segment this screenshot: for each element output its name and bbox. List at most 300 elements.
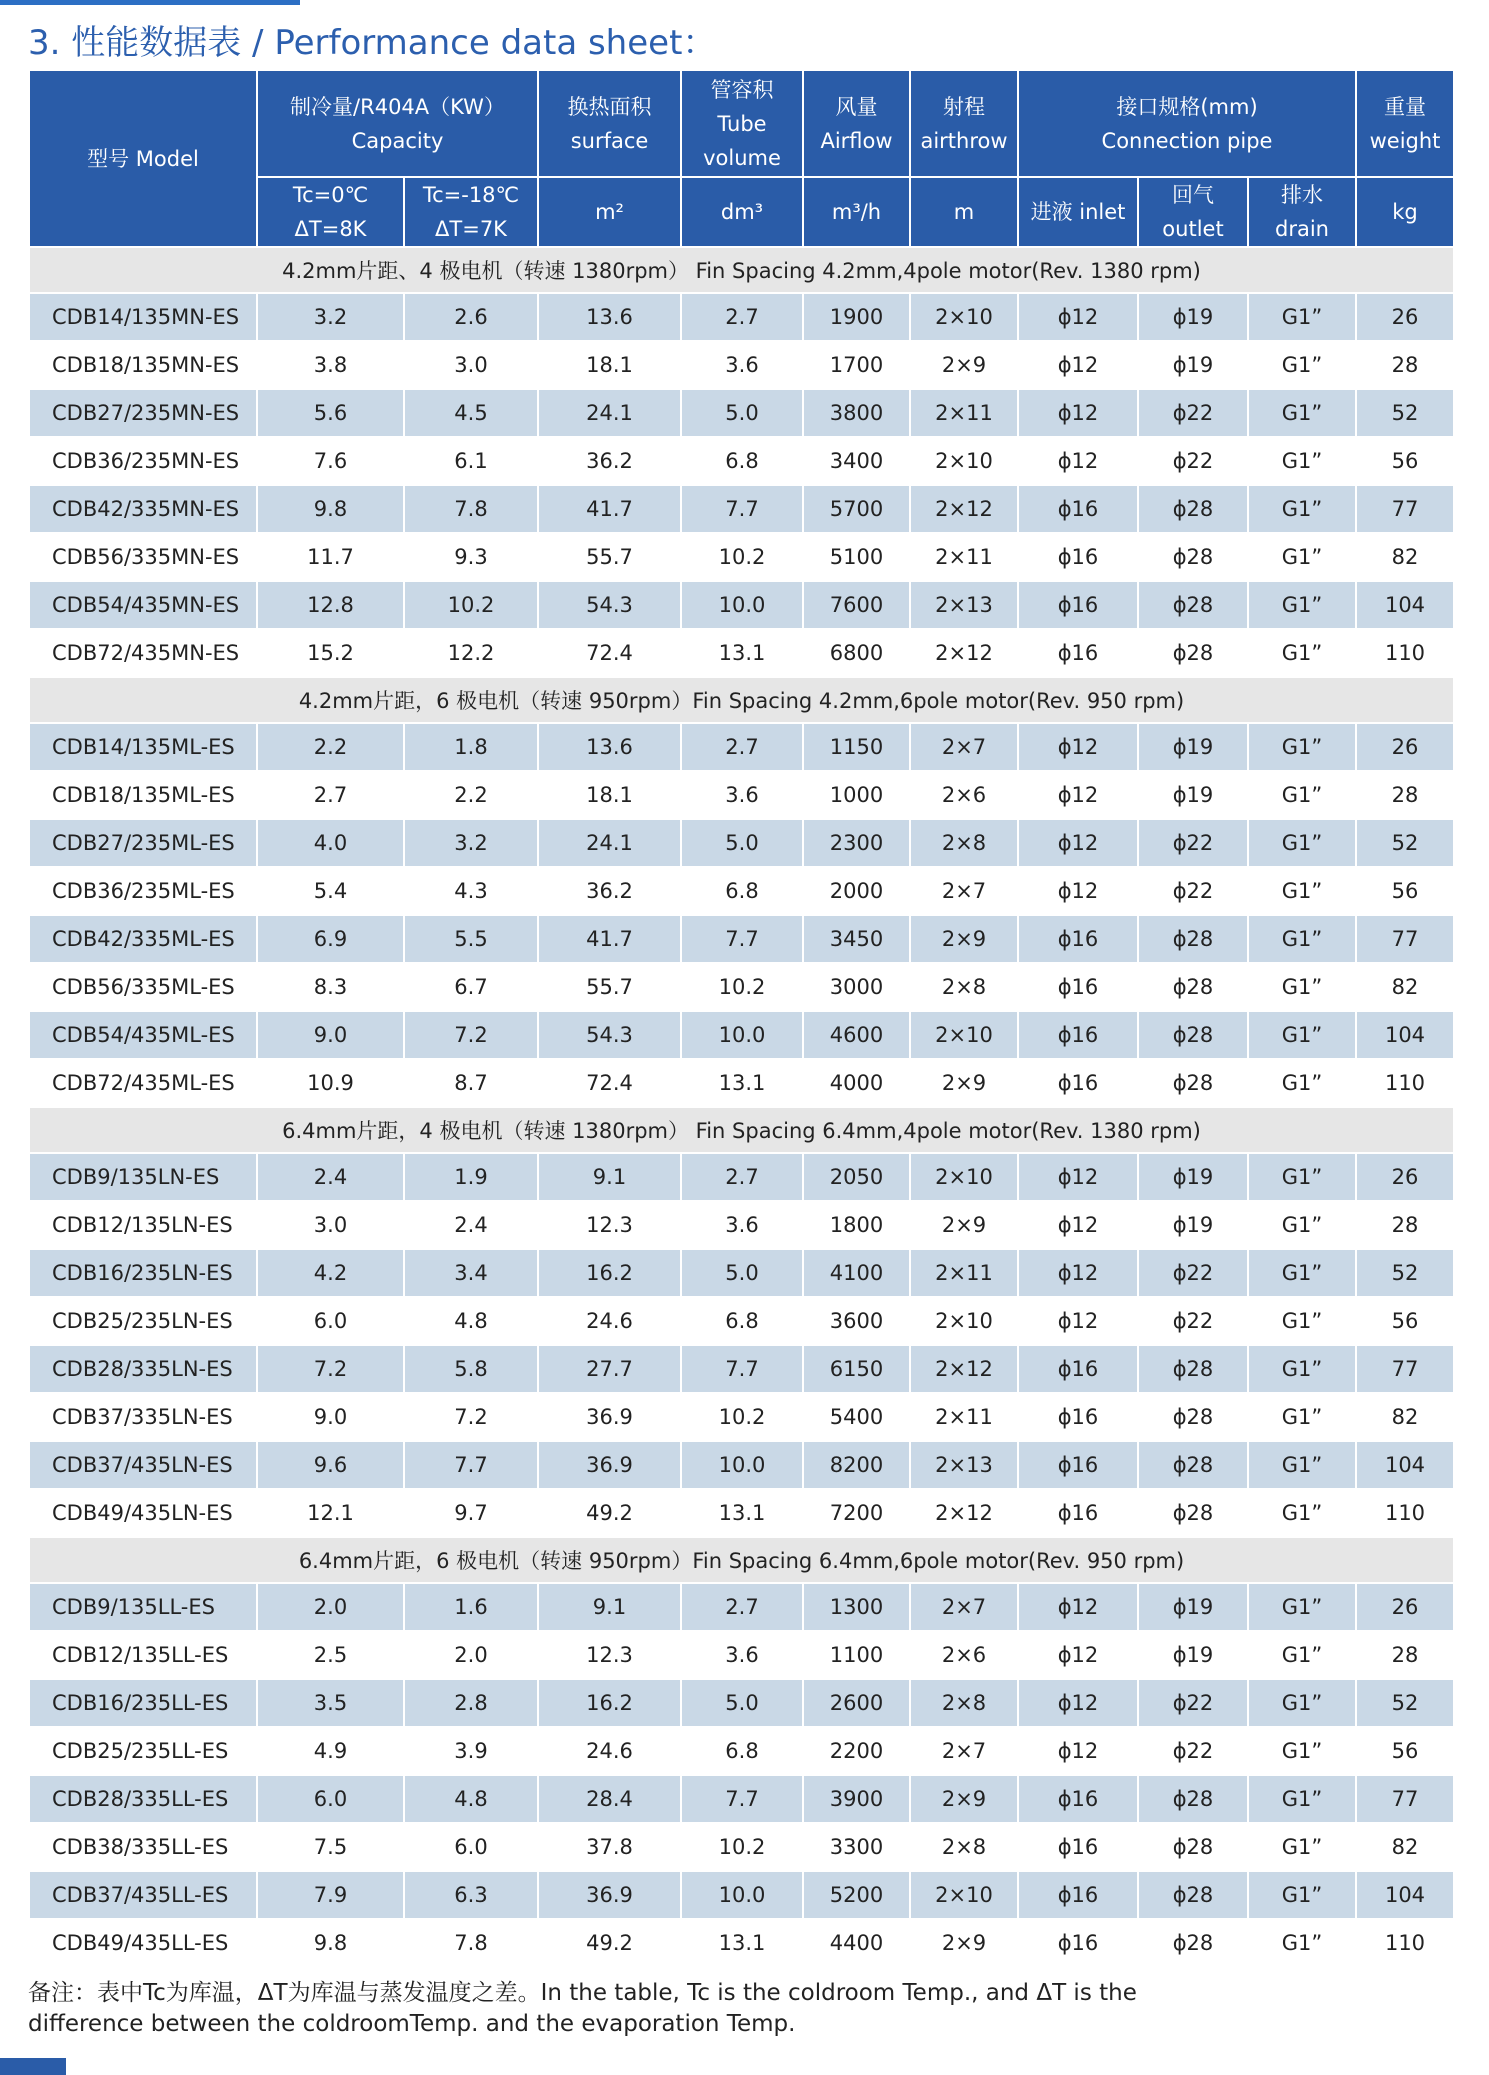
table-cell: ϕ19 bbox=[1138, 1153, 1248, 1201]
table-cell: 1.9 bbox=[404, 1153, 538, 1201]
table-cell: 3000 bbox=[803, 963, 910, 1011]
table-cell: 13.1 bbox=[681, 1059, 803, 1107]
table-cell: 82 bbox=[1356, 1393, 1454, 1441]
model-cell: CDB28/335LL-ES bbox=[29, 1775, 257, 1823]
table-row bbox=[29, 1775, 1454, 1823]
table-cell: 37.8 bbox=[538, 1823, 681, 1871]
table-cell: 1000 bbox=[803, 771, 910, 819]
table-cell: 2×11 bbox=[910, 533, 1018, 581]
table-row bbox=[29, 1489, 1454, 1537]
table-cell: 3900 bbox=[803, 1775, 910, 1823]
table-cell: ϕ12 bbox=[1018, 1583, 1138, 1631]
header-inlet: 进液 inlet bbox=[1018, 177, 1138, 247]
table-cell: 2×7 bbox=[910, 1583, 1018, 1631]
table-cell: 9.0 bbox=[257, 1393, 404, 1441]
table-cell: G1” bbox=[1248, 341, 1356, 389]
table-cell: 6150 bbox=[803, 1345, 910, 1393]
section-label: 4.2mm片距、4 极电机（转速 1380rpm） Fin Spacing 4.2mm,4pole motor(Rev. 1380 rpm) bbox=[29, 247, 1454, 293]
table-cell: 72.4 bbox=[538, 1059, 681, 1107]
table-cell: 2×9 bbox=[910, 341, 1018, 389]
model-cell: CDB37/435LN-ES bbox=[29, 1441, 257, 1489]
table-cell: G1” bbox=[1248, 437, 1356, 485]
table-cell: 4.3 bbox=[404, 867, 538, 915]
table-cell: G1” bbox=[1248, 581, 1356, 629]
table-row bbox=[29, 629, 1454, 677]
table-cell: 2.4 bbox=[404, 1201, 538, 1249]
table-cell: 4.9 bbox=[257, 1727, 404, 1775]
table-cell: G1” bbox=[1248, 485, 1356, 533]
table-cell: 5.4 bbox=[257, 867, 404, 915]
table-cell: ϕ28 bbox=[1138, 1393, 1248, 1441]
table-cell: 110 bbox=[1356, 1919, 1454, 1967]
table-cell: 6.0 bbox=[257, 1775, 404, 1823]
table-cell: 3.2 bbox=[257, 293, 404, 341]
table-cell: 55.7 bbox=[538, 963, 681, 1011]
table-cell: 52 bbox=[1356, 389, 1454, 437]
table-cell: 110 bbox=[1356, 1489, 1454, 1537]
table-cell: 6.7 bbox=[404, 963, 538, 1011]
table-cell: 6800 bbox=[803, 629, 910, 677]
table-cell: 24.6 bbox=[538, 1727, 681, 1775]
table-cell: 2.0 bbox=[257, 1583, 404, 1631]
table-cell: G1” bbox=[1248, 1441, 1356, 1489]
table-cell: G1” bbox=[1248, 963, 1356, 1011]
table-cell: 2.4 bbox=[257, 1153, 404, 1201]
table-cell: ϕ28 bbox=[1138, 963, 1248, 1011]
table-cell: ϕ16 bbox=[1018, 915, 1138, 963]
table-cell: ϕ28 bbox=[1138, 1441, 1248, 1489]
table-cell: 6.0 bbox=[257, 1297, 404, 1345]
table-cell: 2×7 bbox=[910, 1727, 1018, 1775]
model-cell: CDB36/235ML-ES bbox=[29, 867, 257, 915]
header-tube-volume: 管容积 Tube volume bbox=[681, 70, 803, 177]
table-cell: 41.7 bbox=[538, 915, 681, 963]
table-cell: 82 bbox=[1356, 963, 1454, 1011]
table-cell: 7.7 bbox=[681, 485, 803, 533]
model-cell: CDB56/335MN-ES bbox=[29, 533, 257, 581]
table-cell: ϕ28 bbox=[1138, 629, 1248, 677]
table-row bbox=[29, 581, 1454, 629]
table-cell: 6.8 bbox=[681, 867, 803, 915]
table-cell: 2050 bbox=[803, 1153, 910, 1201]
model-cell: CDB12/135LL-ES bbox=[29, 1631, 257, 1679]
table-cell: 6.8 bbox=[681, 437, 803, 485]
table-cell: 2×10 bbox=[910, 1297, 1018, 1345]
model-cell: CDB37/435LL-ES bbox=[29, 1871, 257, 1919]
table-cell: 36.9 bbox=[538, 1393, 681, 1441]
table-cell: 110 bbox=[1356, 1059, 1454, 1107]
table-cell: 3.0 bbox=[404, 341, 538, 389]
table-cell: 2.7 bbox=[681, 293, 803, 341]
table-cell: 2×7 bbox=[910, 723, 1018, 771]
table-cell: 16.2 bbox=[538, 1249, 681, 1297]
table-cell: 2×8 bbox=[910, 819, 1018, 867]
table-cell: 2×13 bbox=[910, 581, 1018, 629]
table-cell: 2×12 bbox=[910, 1345, 1018, 1393]
header-drain: 排水 drain bbox=[1248, 177, 1356, 247]
table-cell: 5200 bbox=[803, 1871, 910, 1919]
header-tc0: Tc=0℃ ΔT=8K bbox=[257, 177, 404, 247]
table-cell: 5.0 bbox=[681, 389, 803, 437]
table-cell: 10.0 bbox=[681, 1871, 803, 1919]
table-cell: 9.3 bbox=[404, 533, 538, 581]
table-cell: 7.7 bbox=[681, 1775, 803, 1823]
table-cell: 49.2 bbox=[538, 1489, 681, 1537]
page-title: 3. 性能数据表 / Performance data sheet： bbox=[28, 23, 717, 63]
table-cell: 24.1 bbox=[538, 819, 681, 867]
table-cell: 8200 bbox=[803, 1441, 910, 1489]
table-cell: G1” bbox=[1248, 1727, 1356, 1775]
table-cell: ϕ12 bbox=[1018, 293, 1138, 341]
table-cell: 13.1 bbox=[681, 1489, 803, 1537]
model-cell: CDB25/235LL-ES bbox=[29, 1727, 257, 1775]
table-cell: 3.5 bbox=[257, 1679, 404, 1727]
table-cell: 36.9 bbox=[538, 1441, 681, 1489]
model-cell: CDB49/435LL-ES bbox=[29, 1919, 257, 1967]
model-cell: CDB18/135ML-ES bbox=[29, 771, 257, 819]
table-cell: 9.0 bbox=[257, 1011, 404, 1059]
table-row bbox=[29, 485, 1454, 533]
table-cell: ϕ28 bbox=[1138, 533, 1248, 581]
table-cell: G1” bbox=[1248, 915, 1356, 963]
table-cell: G1” bbox=[1248, 1249, 1356, 1297]
header-connection-pipe: 接口规格(mm) Connection pipe bbox=[1018, 70, 1356, 177]
table-cell: G1” bbox=[1248, 1059, 1356, 1107]
footnote bbox=[28, 1978, 1328, 2040]
table-cell: 9.8 bbox=[257, 1919, 404, 1967]
table-cell: ϕ19 bbox=[1138, 723, 1248, 771]
section-label: 6.4mm片距，4 极电机（转速 1380rpm） Fin Spacing 6.4mm,4pole motor(Rev. 1380 rpm) bbox=[29, 1107, 1454, 1153]
table-cell: ϕ16 bbox=[1018, 1871, 1138, 1919]
table-cell: 4.8 bbox=[404, 1297, 538, 1345]
table-cell: 15.2 bbox=[257, 629, 404, 677]
table-cell: 2×11 bbox=[910, 1393, 1018, 1441]
table-cell: ϕ22 bbox=[1138, 1679, 1248, 1727]
performance-table bbox=[28, 69, 1455, 1968]
model-cell: CDB16/235LN-ES bbox=[29, 1249, 257, 1297]
table-cell: ϕ28 bbox=[1138, 1775, 1248, 1823]
table-cell: G1” bbox=[1248, 389, 1356, 437]
table-cell: ϕ12 bbox=[1018, 1679, 1138, 1727]
table-cell: 2×11 bbox=[910, 1249, 1018, 1297]
table-cell: G1” bbox=[1248, 533, 1356, 581]
table-cell: ϕ16 bbox=[1018, 1059, 1138, 1107]
table-cell: 2×9 bbox=[910, 1201, 1018, 1249]
table-cell: 3600 bbox=[803, 1297, 910, 1345]
table-cell: ϕ16 bbox=[1018, 1441, 1138, 1489]
table-cell: ϕ16 bbox=[1018, 1919, 1138, 1967]
table-cell: 72.4 bbox=[538, 629, 681, 677]
table-cell: ϕ16 bbox=[1018, 1011, 1138, 1059]
table-cell: 4.0 bbox=[257, 819, 404, 867]
header-unit-airflow: m³/h bbox=[803, 177, 910, 247]
table-cell: 49.2 bbox=[538, 1919, 681, 1967]
header-surface: 换热面积 surface bbox=[538, 70, 681, 177]
table-cell: ϕ19 bbox=[1138, 1631, 1248, 1679]
model-cell: CDB72/435ML-ES bbox=[29, 1059, 257, 1107]
model-cell: CDB9/135LL-ES bbox=[29, 1583, 257, 1631]
header-model: 型号 Model bbox=[29, 70, 257, 247]
model-cell: CDB14/135ML-ES bbox=[29, 723, 257, 771]
header-capacity: 制冷量/R404A（KW） Capacity bbox=[257, 70, 538, 177]
table-cell: 4400 bbox=[803, 1919, 910, 1967]
header-unit-throw: m bbox=[910, 177, 1018, 247]
table-cell: G1” bbox=[1248, 1489, 1356, 1537]
table-cell: 7.8 bbox=[404, 485, 538, 533]
section-label: 6.4mm片距，6 极电机（转速 950rpm）Fin Spacing 6.4mm,6pole motor(Rev. 950 rpm) bbox=[29, 1537, 1454, 1583]
table-cell: ϕ28 bbox=[1138, 1059, 1248, 1107]
table-cell: 2×12 bbox=[910, 485, 1018, 533]
table-cell: 3.6 bbox=[681, 341, 803, 389]
table-cell: 4100 bbox=[803, 1249, 910, 1297]
table-cell: 10.2 bbox=[404, 581, 538, 629]
table-cell: 28.4 bbox=[538, 1775, 681, 1823]
table-cell: 9.1 bbox=[538, 1153, 681, 1201]
table-cell: G1” bbox=[1248, 771, 1356, 819]
table-cell: ϕ19 bbox=[1138, 1583, 1248, 1631]
table-cell: 56 bbox=[1356, 1297, 1454, 1345]
table-cell: 2.8 bbox=[404, 1679, 538, 1727]
table-cell: 52 bbox=[1356, 1249, 1454, 1297]
section-header-row bbox=[29, 1107, 1454, 1153]
table-cell: ϕ16 bbox=[1018, 1823, 1138, 1871]
table-cell: 9.6 bbox=[257, 1441, 404, 1489]
table-row bbox=[29, 1441, 1454, 1489]
table-cell: 2×8 bbox=[910, 963, 1018, 1011]
page-number-tab bbox=[0, 2058, 66, 2075]
table-cell: ϕ12 bbox=[1018, 1297, 1138, 1345]
table-row bbox=[29, 819, 1454, 867]
model-cell: CDB54/435ML-ES bbox=[29, 1011, 257, 1059]
table-cell: G1” bbox=[1248, 1011, 1356, 1059]
table-cell: 3800 bbox=[803, 389, 910, 437]
model-cell: CDB16/235LL-ES bbox=[29, 1679, 257, 1727]
table-cell: 12.1 bbox=[257, 1489, 404, 1537]
table-cell: 3300 bbox=[803, 1823, 910, 1871]
table-cell: 5.0 bbox=[681, 1679, 803, 1727]
table-cell: 24.1 bbox=[538, 389, 681, 437]
table-cell: G1” bbox=[1248, 1871, 1356, 1919]
table-cell: 77 bbox=[1356, 1775, 1454, 1823]
model-cell: CDB14/135MN-ES bbox=[29, 293, 257, 341]
table-cell: 10.0 bbox=[681, 581, 803, 629]
table-cell: 10.2 bbox=[681, 963, 803, 1011]
table-row bbox=[29, 1631, 1454, 1679]
table-cell: ϕ22 bbox=[1138, 867, 1248, 915]
table-cell: 28 bbox=[1356, 1631, 1454, 1679]
table-cell: 4600 bbox=[803, 1011, 910, 1059]
table-cell: 1800 bbox=[803, 1201, 910, 1249]
header-airflow: 风量 Airflow bbox=[803, 70, 910, 177]
table-cell: 6.8 bbox=[681, 1727, 803, 1775]
table-cell: 16.2 bbox=[538, 1679, 681, 1727]
model-cell: CDB36/235MN-ES bbox=[29, 437, 257, 485]
table-cell: G1” bbox=[1248, 723, 1356, 771]
table-cell: 11.7 bbox=[257, 533, 404, 581]
table-cell: 1700 bbox=[803, 341, 910, 389]
table-row bbox=[29, 1583, 1454, 1631]
table-cell: 2×7 bbox=[910, 867, 1018, 915]
table-row bbox=[29, 963, 1454, 1011]
table-cell: 8.7 bbox=[404, 1059, 538, 1107]
table-cell: G1” bbox=[1248, 1823, 1356, 1871]
table-cell: 104 bbox=[1356, 581, 1454, 629]
table-cell: 13.1 bbox=[681, 629, 803, 677]
table-cell: 2×9 bbox=[910, 915, 1018, 963]
model-cell: CDB72/435MN-ES bbox=[29, 629, 257, 677]
table-cell: 12.8 bbox=[257, 581, 404, 629]
table-cell: 36.9 bbox=[538, 1871, 681, 1919]
header-tc-18: Tc=-18℃ ΔT=7K bbox=[404, 177, 538, 247]
table-cell: G1” bbox=[1248, 1345, 1356, 1393]
table-cell: 82 bbox=[1356, 533, 1454, 581]
table-row bbox=[29, 1679, 1454, 1727]
table-row bbox=[29, 1249, 1454, 1297]
table-row bbox=[29, 1201, 1454, 1249]
header-weight: 重量 weight bbox=[1356, 70, 1454, 177]
table-cell: 77 bbox=[1356, 485, 1454, 533]
table-cell: ϕ16 bbox=[1018, 533, 1138, 581]
table-cell: 2×10 bbox=[910, 1011, 1018, 1059]
table-cell: 24.6 bbox=[538, 1297, 681, 1345]
table-cell: 55.7 bbox=[538, 533, 681, 581]
table-cell: 2×12 bbox=[910, 1489, 1018, 1537]
table-cell: 9.1 bbox=[538, 1583, 681, 1631]
table-cell: G1” bbox=[1248, 1297, 1356, 1345]
table-cell: 2×9 bbox=[910, 1775, 1018, 1823]
table-cell: ϕ12 bbox=[1018, 389, 1138, 437]
table-cell: 6.1 bbox=[404, 437, 538, 485]
table-cell: 54.3 bbox=[538, 581, 681, 629]
table-cell: 2×9 bbox=[910, 1059, 1018, 1107]
table-cell: ϕ12 bbox=[1018, 1249, 1138, 1297]
table-cell: 1.6 bbox=[404, 1583, 538, 1631]
table-cell: G1” bbox=[1248, 1201, 1356, 1249]
table-cell: 5.6 bbox=[257, 389, 404, 437]
table-cell: 10.0 bbox=[681, 1011, 803, 1059]
section-header-row bbox=[29, 247, 1454, 293]
table-cell: ϕ28 bbox=[1138, 1871, 1248, 1919]
table-cell: 13.6 bbox=[538, 293, 681, 341]
table-cell: ϕ16 bbox=[1018, 963, 1138, 1011]
table-cell: G1” bbox=[1248, 1583, 1356, 1631]
table-cell: ϕ12 bbox=[1018, 1631, 1138, 1679]
table-cell: 2200 bbox=[803, 1727, 910, 1775]
table-cell: 2.5 bbox=[257, 1631, 404, 1679]
table-cell: 7600 bbox=[803, 581, 910, 629]
table-cell: G1” bbox=[1248, 1153, 1356, 1201]
table-row bbox=[29, 915, 1454, 963]
table-header bbox=[29, 70, 1454, 247]
table-row bbox=[29, 723, 1454, 771]
table-cell: 52 bbox=[1356, 1679, 1454, 1727]
table-cell: 12.3 bbox=[538, 1631, 681, 1679]
table-row bbox=[29, 1823, 1454, 1871]
table-cell: ϕ22 bbox=[1138, 437, 1248, 485]
table-cell: 5.8 bbox=[404, 1345, 538, 1393]
table-row bbox=[29, 1727, 1454, 1775]
table-cell: G1” bbox=[1248, 1679, 1356, 1727]
table-cell: 3.6 bbox=[681, 1631, 803, 1679]
table-cell: ϕ16 bbox=[1018, 581, 1138, 629]
table-cell: 7.6 bbox=[257, 437, 404, 485]
model-cell: CDB38/335LL-ES bbox=[29, 1823, 257, 1871]
table-cell: 36.2 bbox=[538, 867, 681, 915]
table-cell: ϕ16 bbox=[1018, 1775, 1138, 1823]
table-cell: ϕ28 bbox=[1138, 1011, 1248, 1059]
model-cell: CDB56/335ML-ES bbox=[29, 963, 257, 1011]
table-cell: 5.0 bbox=[681, 1249, 803, 1297]
header-unit-tube: dm³ bbox=[681, 177, 803, 247]
table-cell: 4.8 bbox=[404, 1775, 538, 1823]
table-cell: 5400 bbox=[803, 1393, 910, 1441]
table-cell: 2.0 bbox=[404, 1631, 538, 1679]
table-cell: 4.2 bbox=[257, 1249, 404, 1297]
table-cell: 3.4 bbox=[404, 1249, 538, 1297]
table-cell: ϕ28 bbox=[1138, 1489, 1248, 1537]
table-cell: 9.7 bbox=[404, 1489, 538, 1537]
table-cell: 12.2 bbox=[404, 629, 538, 677]
table-cell: ϕ28 bbox=[1138, 1823, 1248, 1871]
table-cell: ϕ22 bbox=[1138, 1297, 1248, 1345]
table-cell: 104 bbox=[1356, 1441, 1454, 1489]
table-cell: G1” bbox=[1248, 1775, 1356, 1823]
table-cell: 1300 bbox=[803, 1583, 910, 1631]
table-cell: 7.7 bbox=[404, 1441, 538, 1489]
table-cell: 2×6 bbox=[910, 771, 1018, 819]
table-cell: ϕ12 bbox=[1018, 1727, 1138, 1775]
table-cell: ϕ12 bbox=[1018, 1201, 1138, 1249]
table-cell: 1.8 bbox=[404, 723, 538, 771]
table-cell: 5.5 bbox=[404, 915, 538, 963]
top-accent-bar bbox=[0, 0, 300, 5]
table-cell: 26 bbox=[1356, 293, 1454, 341]
table-cell: 82 bbox=[1356, 1823, 1454, 1871]
footnote-line-2: difference between the coldroomTemp. and the evaporation Temp. bbox=[28, 2011, 796, 2037]
table-cell: 7.7 bbox=[681, 915, 803, 963]
table-cell: 2×11 bbox=[910, 389, 1018, 437]
table-cell: 2.7 bbox=[681, 1583, 803, 1631]
table-cell: 6.0 bbox=[404, 1823, 538, 1871]
table-cell: 10.2 bbox=[681, 1393, 803, 1441]
table-cell: 2.7 bbox=[257, 771, 404, 819]
table-cell: 41.7 bbox=[538, 485, 681, 533]
table-cell: 2300 bbox=[803, 819, 910, 867]
table-cell: 8.3 bbox=[257, 963, 404, 1011]
table-cell: ϕ19 bbox=[1138, 771, 1248, 819]
table-cell: 9.8 bbox=[257, 485, 404, 533]
table-row bbox=[29, 1153, 1454, 1201]
header-unit-weight: kg bbox=[1356, 177, 1454, 247]
table-cell: ϕ16 bbox=[1018, 629, 1138, 677]
table-cell: 13.6 bbox=[538, 723, 681, 771]
table-row bbox=[29, 1297, 1454, 1345]
table-cell: 28 bbox=[1356, 771, 1454, 819]
model-cell: CDB54/435MN-ES bbox=[29, 581, 257, 629]
table-row bbox=[29, 1059, 1454, 1107]
table-cell: 6.8 bbox=[681, 1297, 803, 1345]
table-cell: G1” bbox=[1248, 819, 1356, 867]
table-cell: 18.1 bbox=[538, 341, 681, 389]
table-cell: 3.0 bbox=[257, 1201, 404, 1249]
model-cell: CDB9/135LN-ES bbox=[29, 1153, 257, 1201]
table-row bbox=[29, 771, 1454, 819]
table-cell: 4000 bbox=[803, 1059, 910, 1107]
table-cell: 1150 bbox=[803, 723, 910, 771]
table-cell: 2.7 bbox=[681, 1153, 803, 1201]
model-cell: CDB37/335LN-ES bbox=[29, 1393, 257, 1441]
table-cell: 7.8 bbox=[404, 1919, 538, 1967]
